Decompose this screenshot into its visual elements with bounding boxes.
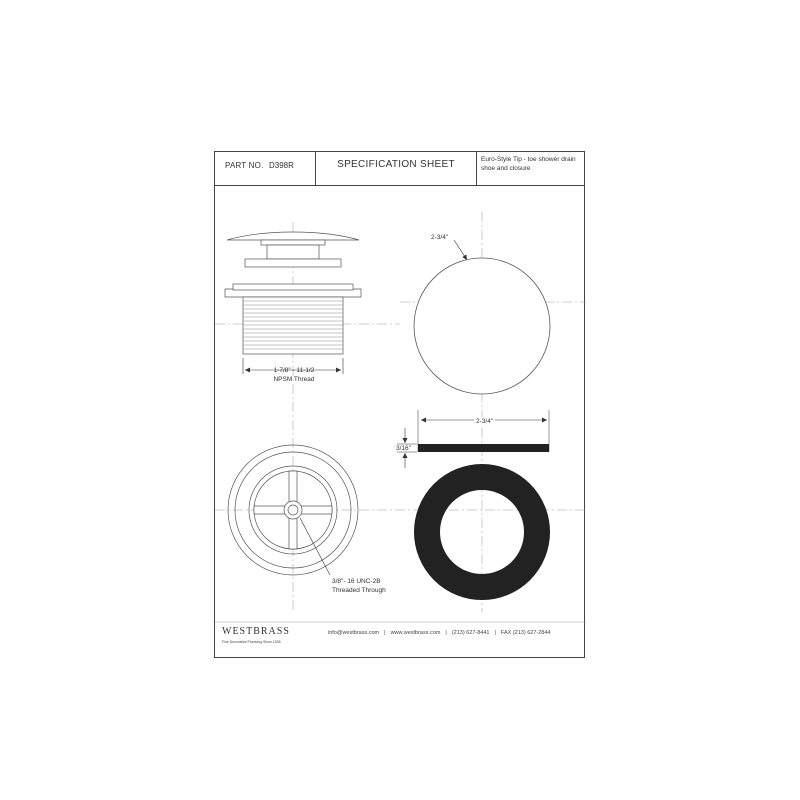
brand-logo: WESTBRASS (222, 626, 290, 637)
part-number-label: PART NO. (225, 161, 264, 170)
through-thread-label (332, 577, 386, 595)
contact-info: info@westbrass.com | www.westbrass.com | (213) 627-8441 | FAX (213) 627-2844 (328, 630, 551, 636)
gasket-thickness-label: 3/16" (396, 445, 411, 452)
thread-size-label (245, 366, 343, 384)
gasket-side-view (397, 410, 549, 468)
through-thread-note: Threaded Through (332, 587, 386, 594)
gasket-diameter-label: 2-3/4" (476, 418, 494, 425)
part-number-value: D398R (269, 161, 294, 170)
product-description: Euro-Style Tip - toe shower drain shoe and closure (481, 156, 576, 172)
email-link[interactable]: info@westbrass.com (328, 630, 380, 636)
drain-side-view (225, 232, 361, 354)
cap-top-view (414, 240, 550, 394)
brand-tagline: Fine Decorative Plumbing Since 1935 (222, 640, 281, 644)
phone-number: (213) 627-8441 (451, 630, 490, 636)
website-link[interactable]: www.westbrass.com (390, 630, 441, 636)
specification-sheet (214, 151, 585, 658)
sheet-title: SPECIFICATION SHEET (337, 159, 455, 170)
fax-number: FAX (213) 627-2844 (500, 630, 551, 636)
technical-drawing (215, 152, 586, 659)
thread-size-text: 1-7/8" - 11-1/2 (273, 367, 315, 374)
thread-type-text: NPSM Thread (273, 376, 315, 383)
through-thread-text: 3/8"- 16 UNC-2B (332, 578, 381, 585)
cap-diameter-label: 2-3/4" (431, 234, 449, 241)
